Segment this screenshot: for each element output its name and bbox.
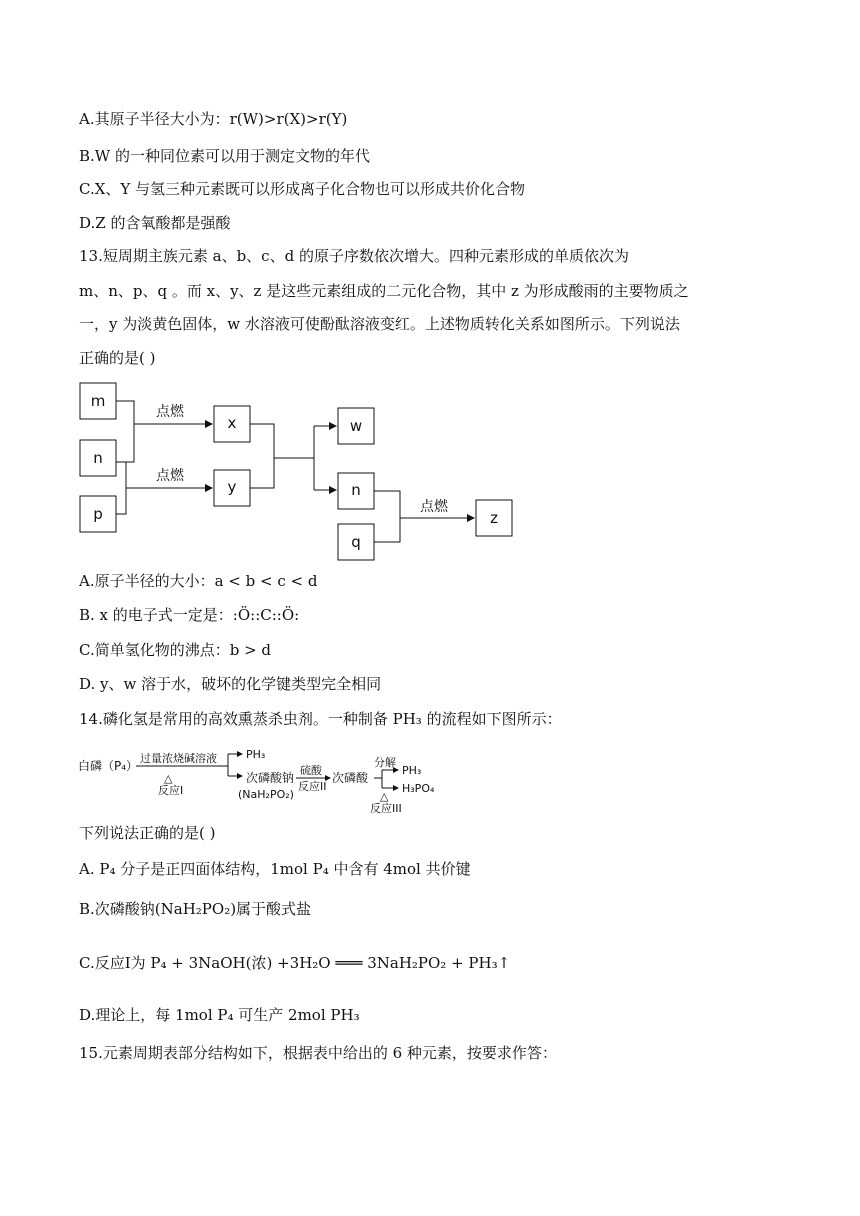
q13-option-d: D. y、w 溶于水，破坏的化学键类型完全相同 [79, 675, 382, 693]
label-m: m [90, 392, 106, 410]
label-y: y [227, 478, 237, 496]
q13-stem-line-2: m、n、p、q 。而 x、y、z 是这些元素组成的二元化合物，其中 z 为形成酸雨的主要物质之 [79, 282, 689, 300]
flow-step1-name: 反应I [158, 784, 184, 797]
flow-intermediate-2: 次磷酸 [332, 771, 369, 785]
label-p: p [93, 505, 103, 523]
q13-option-c: C.简单氢化物的沸点：b > d [79, 641, 272, 659]
flow-step2-name: 反应II [298, 780, 327, 793]
q13-stem-line-4: 正确的是( ) [79, 349, 156, 367]
arrow-label-ignite-1: 点燃 [156, 404, 184, 420]
q12-option-d: D.Z 的含氧酸都是强酸 [79, 214, 231, 232]
flow-step1-reagent: 过量浓烧碱溶液 [140, 752, 217, 765]
flow-start: 白磷（P₄） [78, 759, 139, 773]
flow-product-h3po4: H₃PO₄ [402, 782, 435, 795]
q14-option-b: B.次磷酸钠(NaH₂PO₂)属于酸式盐 [79, 900, 312, 918]
flow-step1-heat: △ [164, 772, 173, 785]
q14-option-c: C.反应Ⅰ为 P₄ + 3NaOH(浓) +3H₂O ═══ 3NaH₂PO₂ + PH₃↑ [79, 954, 511, 972]
q14-stem: 14.磷化氢是常用的高效熏蒸杀虫剂。一种制备 PH₃ 的流程如下图所示： [79, 710, 562, 728]
q13-transformation-diagram [78, 378, 518, 563]
flow-product-ph3-1: PH₃ [246, 748, 266, 761]
q14-option-a: A. P₄ 分子是正四面体结构，1mol P₄ 中含有 4mol 共价键 [79, 860, 471, 878]
q13-stem-line-3: 一，y 为淡黄色固体，w 水溶液可使酚酞溶液变红。上述物质转化关系如图所示。下列说法 [79, 315, 680, 333]
q13-stem-line-1: 13.短周期主族元素 a、b、c、d 的原子序数依次增大。四种元素形成的单质依次为 [79, 247, 629, 265]
label-n: n [93, 449, 103, 467]
arrow-label-ignite-3: 点燃 [420, 499, 448, 515]
q13-option-a: A.原子半径的大小：a < b < c < d [79, 572, 318, 590]
q12-option-a: A.其原子半径大小为：r(W)>r(X)>r(Y) [79, 110, 348, 128]
q12-option-b: B.W 的一种同位素可以用于测定文物的年代 [79, 147, 370, 165]
flow-intermediate-1: 次磷酸钠 [246, 771, 295, 785]
flow-product-ph3-2: PH₃ [402, 764, 422, 777]
q13-option-b: B. x 的电子式一定是：:Ö::C::Ö: [79, 606, 300, 624]
flow-intermediate-1-formula: (NaH₂PO₂) [238, 788, 294, 801]
label-w: w [349, 417, 363, 435]
flow-step3-heat: △ [380, 790, 389, 803]
flow-step3-name: 反应III [370, 802, 402, 815]
label-n2: n [351, 481, 361, 499]
label-q: q [351, 533, 361, 551]
flow-step2-reagent: 硫酸 [300, 764, 322, 777]
q14-flow-diagram [78, 740, 458, 815]
q14-question: 下列说法正确的是( ) [79, 824, 216, 842]
q14-option-d: D.理论上，每 1mol P₄ 可生产 2mol PH₃ [79, 1006, 360, 1024]
label-z: z [490, 509, 498, 527]
flow-step3-reagent: 分解 [374, 756, 396, 769]
q15-stem: 15.元素周期表部分结构如下，根据表中给出的 6 种元素，按要求作答： [79, 1044, 557, 1062]
label-x: x [227, 414, 237, 432]
arrow-label-ignite-2: 点燃 [156, 468, 184, 484]
q12-option-c: C.X、Y 与氢三种元素既可以形成离子化合物也可以形成共价化合物 [79, 180, 526, 198]
